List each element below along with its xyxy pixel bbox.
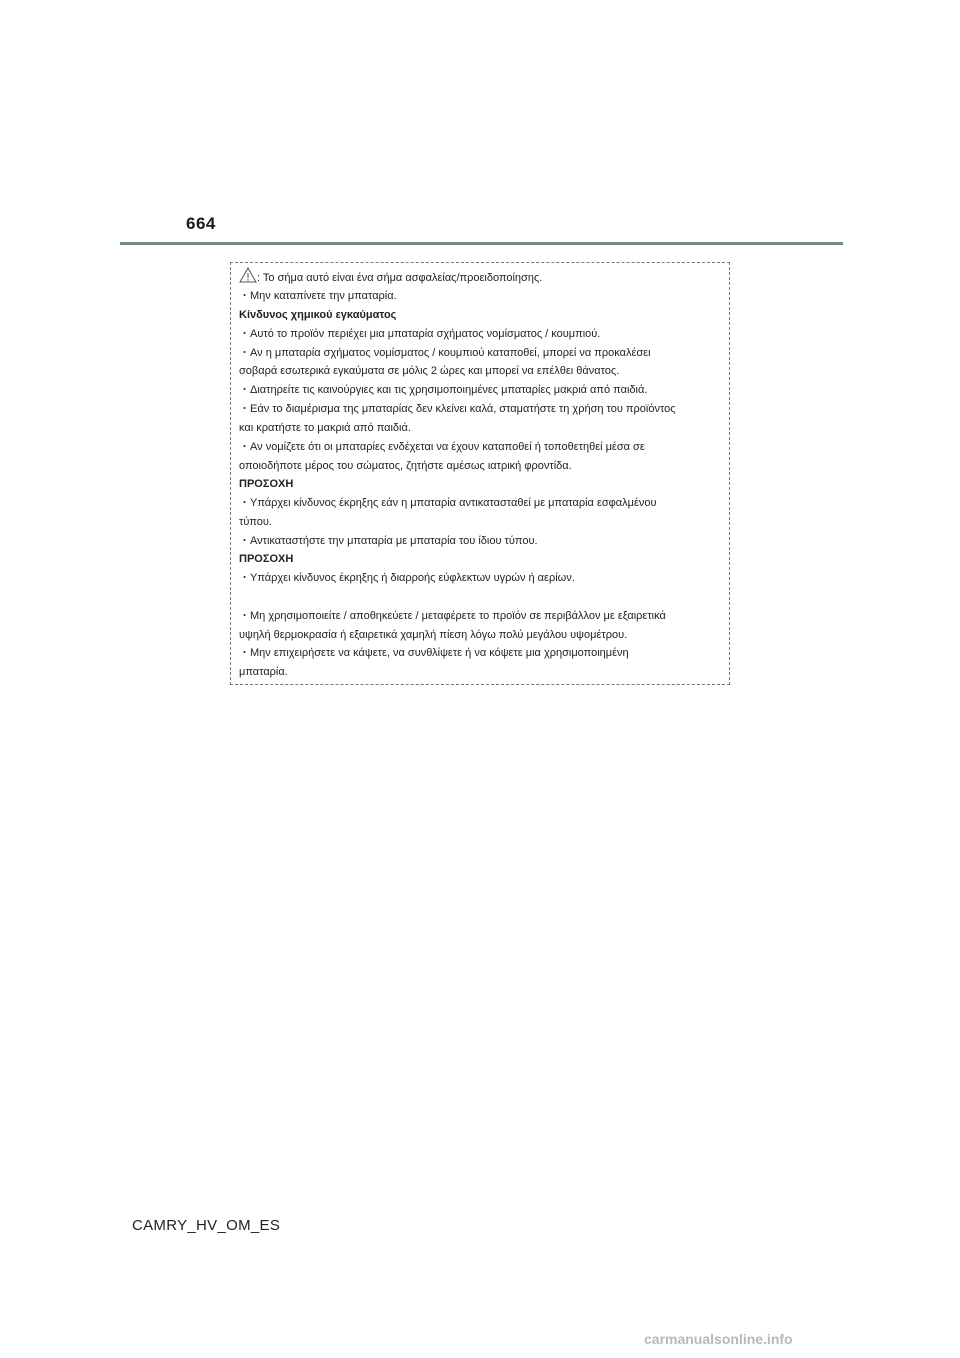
header-rule <box>120 242 843 245</box>
warning-line: σοβαρά εσωτερικά εγκαύματα σε μόλις 2 ώρες και μπορεί να επέλθει θάνατος. <box>239 365 620 377</box>
watermark: carmanualsonline.info <box>644 1331 793 1347</box>
warning-line: ・Αυτό το προϊόν περιέχει μια μπαταρία σχήματος νομίσματος / κουμπιού. <box>239 328 601 340</box>
warning-line: υψηλή θερμοκρασία ή εξαιρετικά χαμηλή πίεση λόγω πολύ μεγάλου υψομέτρου. <box>239 629 628 641</box>
warning-line: και κρατήστε το μακριά από παιδιά. <box>239 422 411 434</box>
warning-line: μπαταρία. <box>239 666 288 678</box>
page-number: 664 <box>186 214 216 233</box>
warning-line: ・Μη χρησιμοποιείτε / αποθηκεύετε / μεταφέρετε το προϊόν σε περιβάλλον με εξαιρετικά <box>239 610 666 622</box>
warning-triangle-icon <box>239 267 257 283</box>
warning-line: ・Εάν το διαμέρισμα της μπαταρίας δεν κλείνει καλά, σταματήστε τη χρήση του προϊόντος <box>239 403 676 415</box>
warning-heading: Κίνδυνος χημικού εγκαύματος <box>239 309 397 321</box>
warning-line: ・Αντικαταστήστε την μπαταρία με μπαταρία του ίδιου τύπου. <box>239 535 538 547</box>
warning-line: ・Αν νομίζετε ότι οι μπαταρίες ενδέχεται να έχουν καταποθεί ή τοποθετηθεί μέσα σε <box>239 441 645 453</box>
warning-line: ・Υπάρχει κίνδυνος έκρηξης ή διαρροής εύφλεκτων υγρών ή αερίων. <box>239 572 575 584</box>
warning-heading: ΠΡΟΣΟΧΗ <box>239 553 294 565</box>
warning-line: ・Μην καταπίνετε την μπαταρία. <box>239 290 397 302</box>
warning-line: τύπου. <box>239 516 272 528</box>
warning-line: ・Υπάρχει κίνδυνος έκρηξης εάν η μπαταρία αντικατασταθεί με μπαταρία εσφαλμένου <box>239 497 657 509</box>
warning-line: ・Διατηρείτε τις καινούργιες και τις χρησιμοποιημένες μπαταρίες μακριά από παιδιά. <box>239 384 648 396</box>
document-code: CAMRY_HV_OM_ES <box>132 1217 281 1234</box>
warning-line: οποιοδήποτε μέρος του σώματος, ζητήστε αμέσως ιατρική φροντίδα. <box>239 460 572 472</box>
warning-heading: ΠΡΟΣΟΧΗ <box>239 478 294 490</box>
warning-box <box>230 262 730 685</box>
warning-line: ・Αν η μπαταρία σχήματος νομίσματος / κουμπιού καταποθεί, μπορεί να προκαλέσει <box>239 347 651 359</box>
warning-line: ・Μην επιχειρήσετε να κάψετε, να συνθλίψετε ή να κόψετε μια χρησιμοποιημένη <box>239 647 629 659</box>
warning-line: : Το σήμα αυτό είναι ένα σήμα ασφαλείας/προειδοποίησης. <box>257 272 543 284</box>
